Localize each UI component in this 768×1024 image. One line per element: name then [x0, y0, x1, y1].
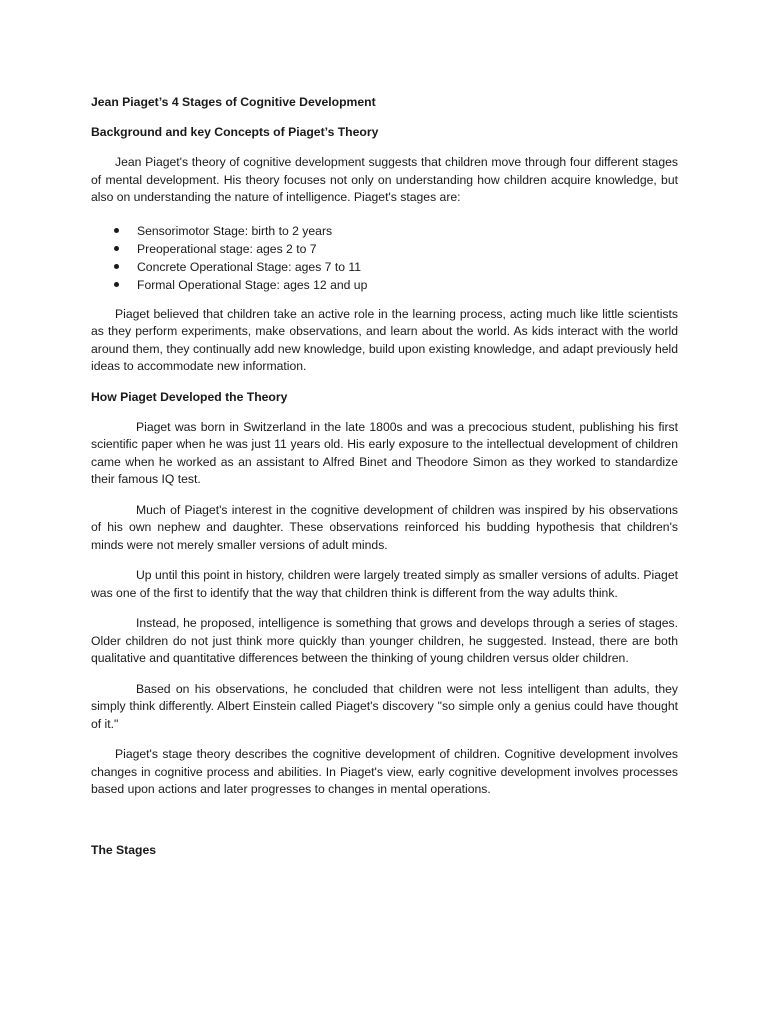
stage-text: Sensorimotor Stage: birth to 2 years	[137, 223, 333, 238]
section-heading-stages: The Stages	[91, 842, 157, 857]
document-title: Jean Piaget’s 4 Stages of Cognitive Development	[91, 95, 376, 109]
bullet-icon	[114, 282, 119, 287]
section-heading-background: Background and key Concepts of Piaget’s Theory	[91, 125, 379, 139]
stage-list-item	[114, 276, 678, 294]
stage-list-item	[114, 222, 678, 240]
stages-list	[91, 222, 678, 294]
stage-text: Concrete Operational Stage: ages 7 to 11	[137, 259, 362, 274]
section-heading-development: How Piaget Developed the Theory	[91, 389, 288, 404]
stage-text: Preoperational stage: ages 2 to 7	[137, 241, 317, 256]
stage-list-item	[114, 240, 678, 258]
body-paragraph: Based on his observations, he concluded that children were not less intelligent than adults, they simply think differently. Albert Einstein called Piaget's discovery "so simple only a genius could have thought of it."	[91, 681, 678, 731]
body-paragraph: Instead, he proposed, intelligence is something that grows and develops through a series of stages. Older children do not just think more quickly than younger children, he suggested. Instead, there are both qualitative and quantitative differences between the thinking of young children versus older children.	[91, 616, 678, 665]
bullet-icon	[114, 264, 119, 269]
body-paragraph: Up until this point in history, children were largely treated simply as smaller versions of adults. Piaget was one of the first to identify that the way that children think is different from the way adults think.	[91, 568, 678, 600]
bullet-icon	[114, 228, 119, 233]
body-paragraph: Piaget was born in Switzerland in the late 1800s and was a precocious student, publishing his first scientific paper when he was just 11 years old. His early exposure to the intellectual development of children came when he worked as an assistant to Alfred Binet and Theodore Simon as they worked to standardize their famous IQ test.	[91, 419, 678, 486]
body-paragraph: Much of Piaget's interest in the cognitive development of children was inspired by his observations of his own nephew and daughter. These observations reinforced his budding hypothesis that children's minds were not merely smaller versions of adult minds.	[91, 502, 678, 552]
active-learner-paragraph: Piaget believed that children take an active role in the learning process, acting much like little scientists as they perform experiments, make observations, and learn about the world. As kids interact with the world around them, they continually add new knowledge, build upon existing knowledge, and adapt previously held ideas to accommodate new information.	[91, 306, 678, 373]
intro-paragraph: Jean Piaget's theory of cognitive development suggests that children move through four different stages of mental development. His theory focuses not only on understanding how children acquire knowledge, but also on understanding the nature of intelligence. Piaget's stages are:	[91, 155, 678, 204]
stage-text: Formal Operational Stage: ages 12 and up	[137, 277, 368, 292]
stage-theory-paragraph: Piaget's stage theory describes the cognitive development of children. Cognitive development involves changes in cognitive process and abilities. In Piaget's view, early cognitive development involves processes based upon actions and later progresses to changes in mental operations.	[91, 747, 678, 796]
stage-list-item	[114, 258, 678, 276]
bullet-icon	[114, 246, 119, 251]
